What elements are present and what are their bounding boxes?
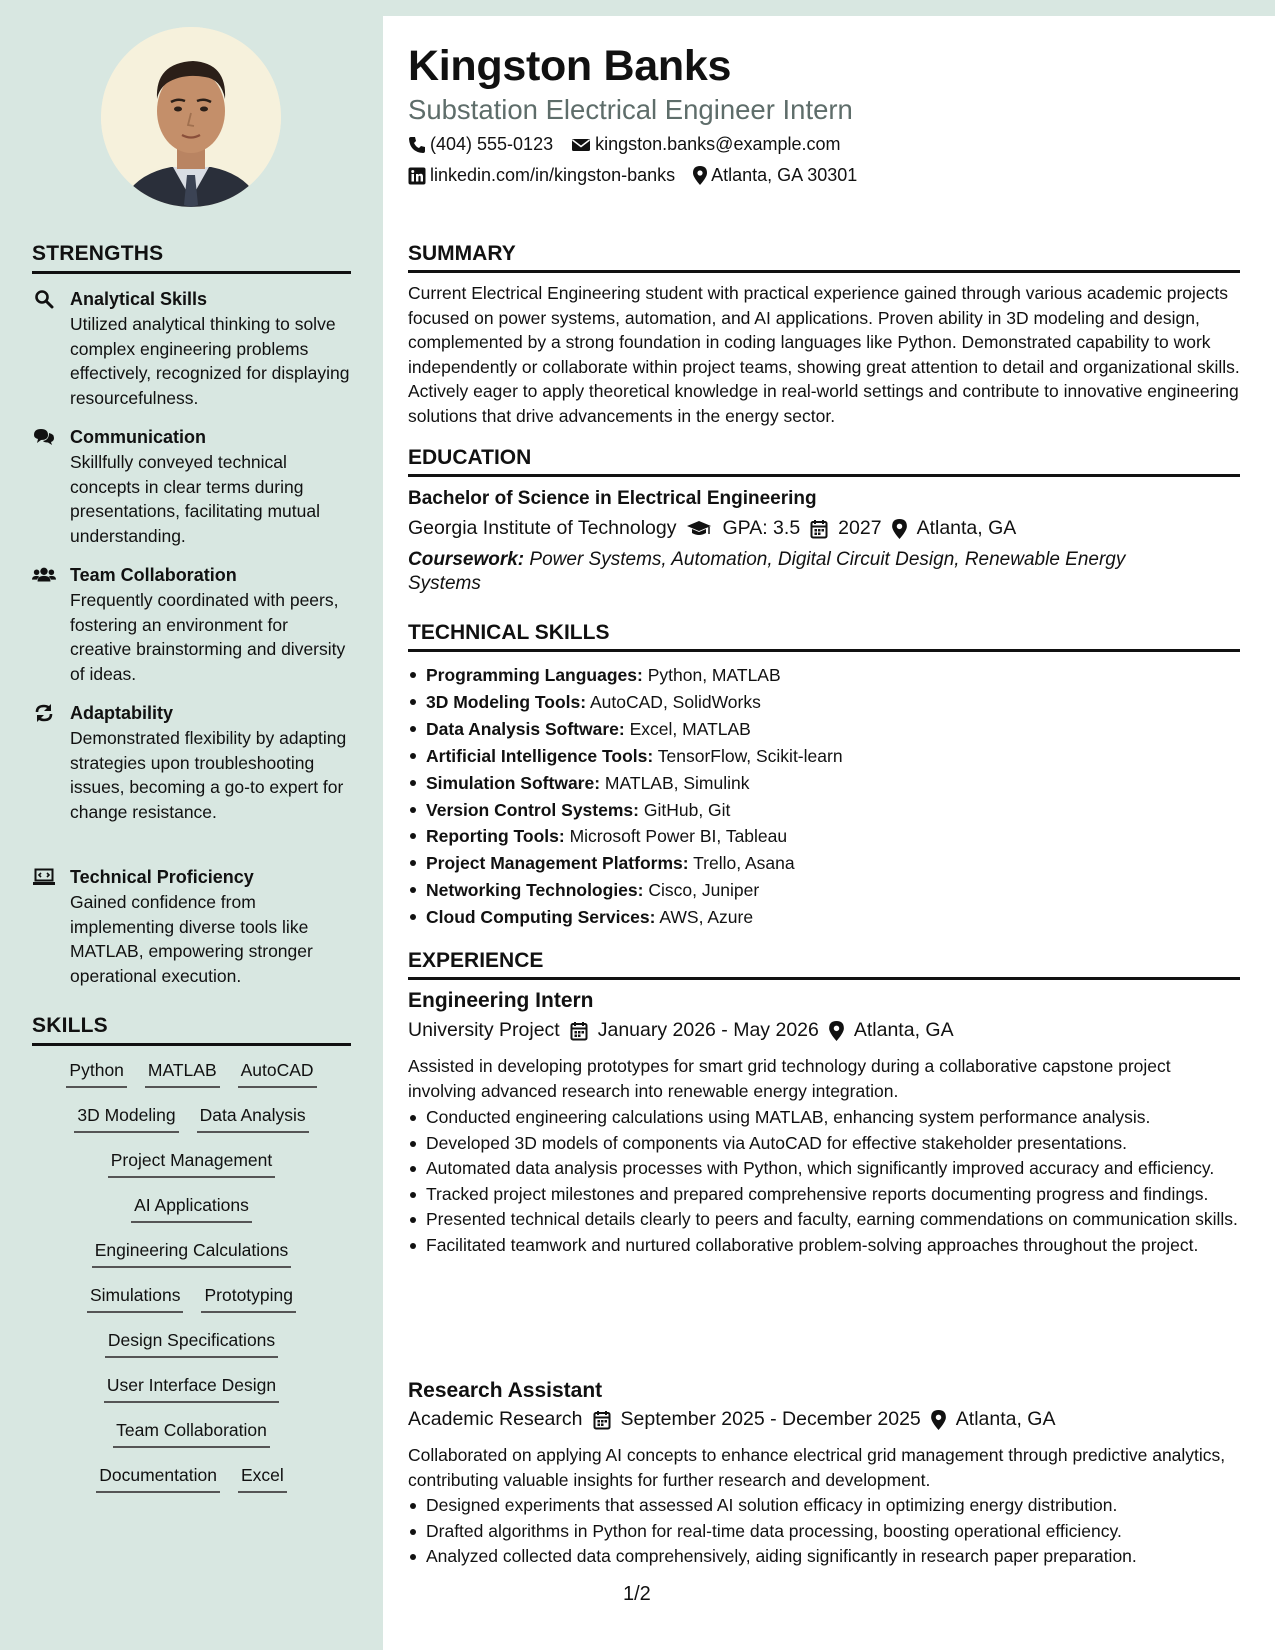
list-item: 3D Modeling Tools: AutoCAD, SolidWorks <box>408 689 1240 716</box>
list-item: Simulation Software: MATLAB, Simulink <box>408 770 1240 797</box>
list-item: Networking Technologies: Cisco, Juniper <box>408 877 1240 904</box>
degree-title: Bachelor of Science in Electrical Engineering <box>408 488 817 509</box>
skills-list <box>32 1058 351 1508</box>
linkedin-link[interactable]: linkedin.com/in/kingston-banks <box>430 165 676 185</box>
map-marker-icon <box>892 519 907 539</box>
graduation-year: 2027 <box>838 517 882 539</box>
technical-skills-list <box>408 662 1240 931</box>
summary-heading: SUMMARY <box>408 242 1240 273</box>
users-icon <box>32 565 56 585</box>
skill-tag: Data Analysis <box>197 1103 309 1133</box>
list-item: Automated data analysis processes with Python, which significantly improved accuracy and efficiency. <box>408 1156 1240 1181</box>
job-location: Atlanta, GA <box>955 1408 1056 1430</box>
list-item: Data Analysis Software: Excel, MATLAB <box>408 716 1240 743</box>
strength-desc: Utilized analytical thinking to solve complex engineering problems effectively, recognized for displaying resourcefulness. <box>70 314 350 408</box>
linkedin-icon <box>408 167 426 185</box>
list-item: Project Management Platforms: Trello, Asana <box>408 850 1240 877</box>
list-item: Facilitated teamwork and nurtured collaborative problem-solving approaches throughout the project. <box>408 1233 1240 1258</box>
sidebar <box>0 0 383 1650</box>
skill-tag: Engineering Calculations <box>92 1238 292 1268</box>
map-marker-icon <box>931 1410 946 1430</box>
map-marker-icon <box>693 166 707 185</box>
skill-tag: Prototyping <box>201 1283 296 1313</box>
job-bullets <box>408 1105 1240 1258</box>
job-bullets <box>408 1493 1240 1570</box>
job-meta <box>408 1408 1055 1431</box>
skill-tag: Simulations <box>87 1283 183 1313</box>
list-item: Developed 3D models of components via AutoCAD for effective stakeholder presentations. <box>408 1131 1240 1156</box>
skill-tag: Documentation <box>96 1463 220 1493</box>
comments-icon <box>32 427 56 447</box>
strength-title: Adaptability <box>70 703 174 723</box>
list-item: Designed experiments that assessed AI solution efficacy in optimizing energy distribution. <box>408 1493 1240 1518</box>
phone-contact <box>408 134 553 155</box>
skill-tag: User Interface Design <box>104 1373 279 1403</box>
strength-title: Communication <box>70 427 207 447</box>
job-description: Collaborated on applying AI concepts to enhance electrical grid management through predictive analytics, contributing valuable insights for further research and development. <box>408 1445 1226 1490</box>
skill-tag: Project Management <box>108 1148 275 1178</box>
calendar-icon <box>593 1410 611 1430</box>
strength-desc: Frequently coordinated with peers, fostering an environment for creative brainstorming and diversity of ideas. <box>70 590 346 684</box>
strength-title: Technical Proficiency <box>70 867 254 887</box>
skill-tag: AI Applications <box>131 1193 252 1223</box>
skill-tag: MATLAB <box>145 1058 220 1088</box>
email-contact[interactable] <box>571 134 840 155</box>
skill-tag: Python <box>66 1058 126 1088</box>
laptop-code-icon <box>32 867 56 887</box>
list-item: Version Control Systems: GitHub, Git <box>408 797 1240 824</box>
strength-title: Team Collaboration <box>70 565 237 585</box>
phone-text: (404) 555-0123 <box>430 134 554 154</box>
job-location: Atlanta, GA <box>853 1019 954 1041</box>
linkedin-contact[interactable] <box>408 165 675 186</box>
skill-tag: Excel <box>238 1463 287 1493</box>
skill-tag: Team Collaboration <box>113 1418 270 1448</box>
list-item: Analyzed collected data comprehensively, aiding significantly in research paper preparation. <box>408 1544 1240 1569</box>
coursework <box>408 548 1188 596</box>
strength-title: Analytical Skills <box>70 289 208 309</box>
strength-desc: Demonstrated flexibility by adapting strategies upon troubleshooting issues, becoming a go-to expert for change resistance. <box>70 728 347 822</box>
contact-row <box>408 165 857 186</box>
strength-desc: Gained confidence from implementing diverse tools like MATLAB, empowering stronger operational execution. <box>70 892 313 986</box>
job-org: University Project <box>408 1019 560 1041</box>
strength-desc: Skillfully conveyed technical concepts in clear terms during presentations, facilitating mutual understanding. <box>70 452 320 546</box>
phone-icon <box>408 136 426 154</box>
candidate-role: Substation Electrical Engineer Intern <box>408 94 853 125</box>
education-heading: EDUCATION <box>408 446 1240 477</box>
profile-photo <box>101 27 281 207</box>
contact-row <box>408 134 840 155</box>
list-item: Cloud Computing Services: AWS, Azure <box>408 904 1240 931</box>
search-icon <box>32 289 56 309</box>
calendar-icon <box>570 1021 588 1041</box>
technical-skills-heading: TECHNICAL SKILLS <box>408 621 1240 652</box>
education-meta <box>408 517 1016 540</box>
job-title: Research Assistant <box>408 1379 603 1402</box>
coursework-label: Coursework: <box>408 549 525 570</box>
location-contact <box>693 165 857 186</box>
job-title: Engineering Intern <box>408 989 594 1012</box>
list-item: Reporting Tools: Microsoft Power BI, Tableau <box>408 823 1240 850</box>
school-name: Georgia Institute of Technology <box>408 517 677 539</box>
school-location: Atlanta, GA <box>916 517 1017 539</box>
list-item: Presented technical details clearly to peers and faculty, earning commendations on communication skills. <box>408 1207 1240 1232</box>
skills-heading: SKILLS <box>32 1014 351 1046</box>
job-org: Academic Research <box>408 1408 583 1430</box>
calendar-icon <box>810 519 828 539</box>
skill-tag: AutoCAD <box>238 1058 317 1088</box>
skill-tag: 3D Modeling <box>74 1103 178 1133</box>
gpa-text: GPA: 3.5 <box>722 517 801 539</box>
job-dates: January 2026 - May 2026 <box>597 1019 819 1041</box>
summary-text: Current Electrical Engineering student with practical experience gained through various academic projects focused on power systems, automation, and AI applications. Proven ability in 3D modeling and design, complemented by a strong foundation in coding languages like Python. Demonstrated capability to work independently or collaborate within project teams, showing great attention to detail and organizational skills. Actively eager to apply theoretical knowledge in real-world settings and contribute to innovative engineering solutions that drive advancements in the energy sector. <box>408 283 1240 426</box>
envelope-icon <box>571 137 591 153</box>
graduation-cap-icon <box>686 520 712 538</box>
list-item: Artificial Intelligence Tools: TensorFlow, Scikit-learn <box>408 743 1240 770</box>
list-item: Drafted algorithms in Python for real-time data processing, boosting operational efficiency. <box>408 1519 1240 1544</box>
map-marker-icon <box>829 1021 844 1041</box>
list-item: Tracked project milestones and prepared comprehensive reports documenting progress and findings. <box>408 1182 1240 1207</box>
job-dates: September 2025 - December 2025 <box>620 1408 921 1430</box>
skill-tag: Design Specifications <box>105 1328 278 1358</box>
email-link[interactable]: kingston.banks@example.com <box>595 134 841 154</box>
page-number: 1/2 <box>623 1583 651 1605</box>
strengths-heading: STRENGTHS <box>32 242 351 274</box>
list-item: Programming Languages: Python, MATLAB <box>408 662 1240 689</box>
job-description: Assisted in developing prototypes for smart grid technology during a collaborative capstone project involving advanced research into renewable energy integration. <box>408 1056 1171 1101</box>
coursework-list: Power Systems, Automation, Digital Circuit Design, Renewable Energy Systems <box>408 549 1126 594</box>
candidate-name: Kingston Banks <box>408 42 732 90</box>
main-content <box>383 16 1275 1650</box>
sync-icon <box>32 703 56 723</box>
experience-heading: EXPERIENCE <box>408 949 1240 980</box>
list-item: Conducted engineering calculations using MATLAB, enhancing system performance analysis. <box>408 1105 1240 1130</box>
job-meta <box>408 1019 954 1042</box>
location-text: Atlanta, GA 30301 <box>711 165 858 185</box>
